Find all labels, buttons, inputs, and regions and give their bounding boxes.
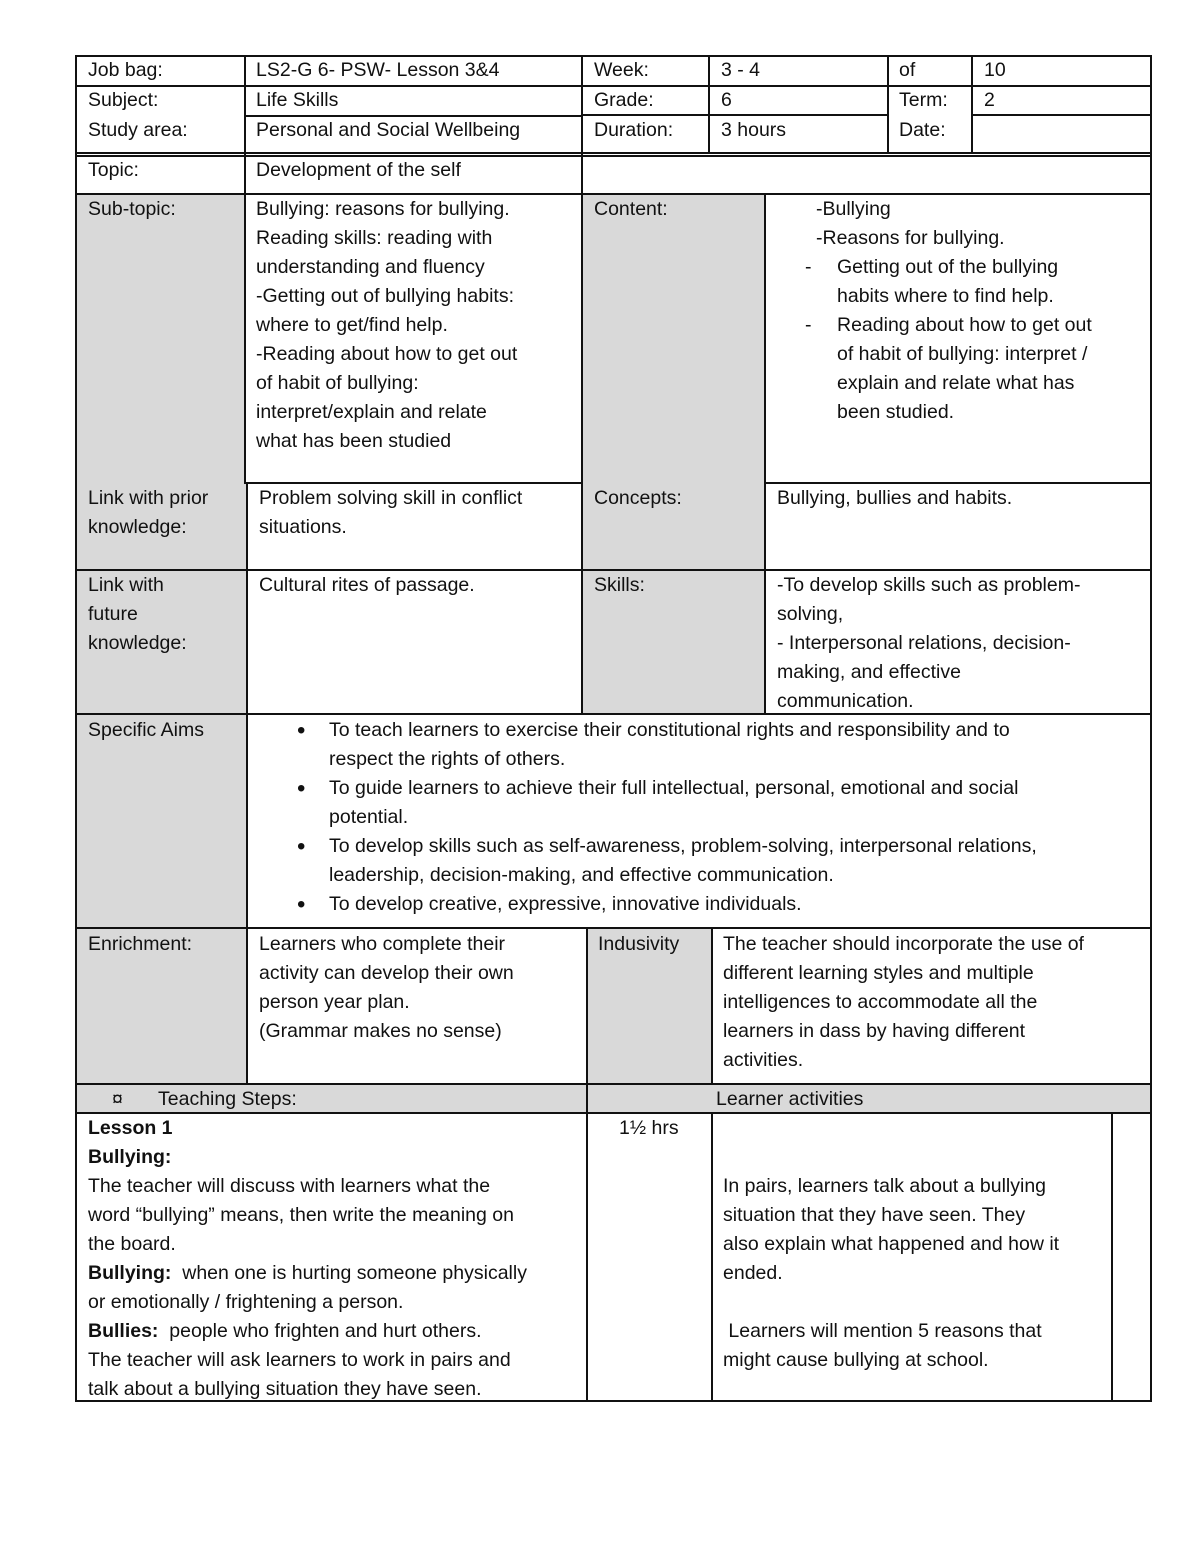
activity-line: might cause bullying at school. <box>723 1349 989 1371</box>
lesson-text <box>77 1114 527 1404</box>
enrichment-line: Learners who complete their <box>259 933 506 955</box>
inclusivity-label: Indusivity <box>598 933 680 955</box>
topic-value: Development of the self <box>256 159 461 181</box>
content-dash-line: - Getting out of the bullying <box>837 256 1059 278</box>
of-value: 10 <box>984 59 1006 81</box>
skills-line: - Interpersonal relations, decision- <box>777 632 1071 654</box>
study-area-value: Personal and Social Wellbeing <box>256 119 521 141</box>
term-value: 2 <box>984 89 995 111</box>
term-label: Term: <box>899 89 948 111</box>
enrichment-line: activity can develop their own <box>259 962 514 984</box>
prior-line: Problem solving skill in conflict <box>259 487 523 509</box>
week-value: 3 - 4 <box>721 59 761 81</box>
lesson-line: talk about a bullying situation they have seen. <box>88 1378 482 1400</box>
skills-line: communication. <box>777 690 914 712</box>
activity-spacer <box>723 1288 1059 1317</box>
skills-label: Skills: <box>594 574 645 596</box>
steps-symbol-icon: ¤ <box>112 1088 123 1110</box>
content-dash-line: - Reading about how to get out <box>837 314 1092 336</box>
inclusivity-line: The teacher should incorporate the use of <box>723 933 1084 955</box>
inclusivity-text <box>712 930 1084 1075</box>
content-dash-item <box>805 253 1092 311</box>
definition-term: Bullies: <box>88 1320 159 1342</box>
aims-line: potential. <box>329 806 409 828</box>
subtopic-line: of habit of bullying: <box>256 372 419 394</box>
activity-line: situation that they have seen. They <box>723 1204 1026 1226</box>
activity-line: ended. <box>723 1262 783 1284</box>
table-rule <box>75 1083 1152 1085</box>
duration-value: 3 hours <box>721 119 787 141</box>
lesson-line: The teacher will discuss with learners what the <box>88 1175 491 1197</box>
aims-line: • To develop skills such as self-awareness, problem-solving, interpersonal relations, <box>329 835 1037 857</box>
content-dash-line: of habit of bullying: interpret / <box>837 343 1088 365</box>
content-dash-line: habits where to find help. <box>837 285 1054 307</box>
learner-activities-label: Learner activities <box>716 1088 864 1110</box>
content-dash-line: explain and relate what has <box>837 372 1075 394</box>
table-rule <box>1111 1112 1113 1402</box>
table-rule <box>765 482 1152 484</box>
aims-line: • To guide learners to achieve their full intellectual, personal, emotional and social <box>329 777 1019 799</box>
inclusivity-line: activities. <box>723 1049 804 1071</box>
lesson-line: or emotionally / frightening a person. <box>88 1291 404 1313</box>
skills-line: making, and effective <box>777 661 961 683</box>
table-rule <box>75 55 77 1402</box>
enrichment-text <box>248 930 514 1046</box>
enrichment-line: person year plan. <box>259 991 410 1013</box>
grade-label: Grade: <box>594 89 654 111</box>
table-rule <box>75 569 1152 571</box>
content-line: -Reasons for bullying. <box>816 227 1005 249</box>
job-bag-value: LS2-G 6- PSW- Lesson 3&4 <box>256 59 500 81</box>
enrichment-label: Enrichment: <box>88 933 193 955</box>
lesson-line: word “bullying” means, then write the meaning on <box>88 1204 514 1226</box>
prior-line: situations. <box>259 516 347 538</box>
lesson-title: Lesson 1 <box>88 1117 173 1139</box>
content-dash-list <box>805 253 1092 427</box>
table-rule <box>75 1112 1152 1114</box>
table-rule <box>581 55 583 715</box>
subtopic-text <box>245 195 517 456</box>
subtopic-line: what has been studied <box>256 430 452 452</box>
lesson-definition-bullying <box>88 1259 527 1288</box>
activity-line: also explain what happened and how it <box>723 1233 1060 1255</box>
table-rule <box>708 55 710 154</box>
inclusivity-line: intelligences to accommodate all the <box>723 991 1038 1013</box>
table-rule <box>246 927 248 1085</box>
prior-label-line: Link with prior <box>88 487 209 509</box>
table-rule <box>245 482 583 484</box>
subject-value: Life Skills <box>256 89 339 111</box>
table-rule <box>887 55 889 154</box>
aims-line: • To develop creative, expressive, innovative individuals. <box>329 893 802 915</box>
subtopic-label: Sub-topic: <box>88 198 176 220</box>
subtopic-line: interpret/explain and relate <box>256 401 487 423</box>
lesson-time: 1½ hrs <box>619 1117 679 1139</box>
lesson-heading: Bullying: <box>88 1146 172 1168</box>
definition-term: Bullying: <box>88 1262 172 1284</box>
table-rule <box>75 55 1152 57</box>
table-rule <box>764 193 766 715</box>
skills-line: solving, <box>777 603 844 625</box>
enrichment-line: (Grammar makes no sense) <box>259 1020 502 1042</box>
table-rule <box>971 55 973 154</box>
inclusivity-line: different learning styles and multiple <box>723 962 1034 984</box>
study-area-label: Study area: <box>88 119 188 141</box>
subtopic-line: -Reading about how to get out <box>256 343 518 365</box>
future-label-line: knowledge: <box>88 632 187 654</box>
future-label <box>77 571 187 658</box>
prior-label-line: knowledge: <box>88 516 187 538</box>
subtopic-line: understanding and fluency <box>256 256 485 278</box>
topic-label: Topic: <box>88 159 139 181</box>
table-rule <box>973 114 1152 116</box>
content-text <box>805 195 1005 253</box>
job-bag-label: Job bag: <box>88 59 163 81</box>
subtopic-line: Reading skills: reading with <box>256 227 493 249</box>
table-rule <box>583 114 889 116</box>
table-rule <box>586 927 588 1402</box>
table-rule <box>711 927 713 1085</box>
lesson-line: the board. <box>88 1233 176 1255</box>
duration-label: Duration: <box>594 119 674 141</box>
activity-line: In pairs, learners talk about a bullying <box>723 1175 1047 1197</box>
table-rule <box>75 193 1152 195</box>
skills-line: -To develop skills such as problem- <box>777 574 1081 596</box>
week-label: Week: <box>594 59 649 81</box>
concepts-label: Concepts: <box>594 487 682 509</box>
subtopic-line: Bullying: reasons for bullying. <box>256 198 510 220</box>
content-dash-line: been studied. <box>837 401 955 423</box>
date-label: Date: <box>899 119 946 141</box>
content-dash-item <box>805 311 1092 427</box>
definition-text: people who frighten and hurt others. <box>158 1320 482 1342</box>
table-rule <box>244 55 246 484</box>
future-value: Cultural rites of passage. <box>259 574 475 596</box>
aims-line: • To teach learners to exercise their constitutional rights and responsibility and to <box>329 719 1010 741</box>
future-label-line: Link with <box>88 574 164 596</box>
prior-text <box>248 484 522 542</box>
aims-list <box>285 716 1037 919</box>
definition-text: when one is hurting someone physically <box>171 1262 527 1284</box>
inclusivity-line: learners in dass by having different <box>723 1020 1026 1042</box>
table-rule <box>75 85 1152 87</box>
aims-line: respect the rights of others. <box>329 748 566 770</box>
table-rule <box>1150 55 1152 1402</box>
prior-label <box>77 484 208 542</box>
aims-item <box>297 716 1037 774</box>
content-label: Content: <box>594 198 668 220</box>
activity-line: Learners will mention 5 reasons that <box>723 1320 1042 1342</box>
content-label-bg <box>583 195 765 713</box>
table-rule <box>75 713 1152 715</box>
aims-label-bg <box>77 715 246 927</box>
subject-label: Subject: <box>88 89 159 111</box>
subtopic-line: -Getting out of bullying habits: <box>256 285 514 307</box>
grade-value: 6 <box>721 89 732 111</box>
table-rule <box>75 152 1152 154</box>
table-rule <box>711 1112 713 1402</box>
skills-text <box>766 571 1080 716</box>
aims-item <box>297 890 1037 919</box>
lesson-line: The teacher will ask learners to work in pairs and <box>88 1349 511 1371</box>
concepts-value: Bullying, bullies and habits. <box>777 487 1013 509</box>
future-label-line: future <box>88 603 138 625</box>
teaching-steps-label: Teaching Steps: <box>158 1088 297 1110</box>
aims-item <box>297 774 1037 832</box>
lesson-definition-bullies <box>88 1317 527 1346</box>
of-label: of <box>899 59 916 81</box>
table-rule <box>75 927 1152 929</box>
table-rule <box>246 482 248 929</box>
aims-label: Specific Aims <box>88 719 204 741</box>
aims-item <box>297 832 1037 890</box>
table-rule <box>75 155 1152 157</box>
aims-line: leadership, decision-making, and effective communication. <box>329 864 834 886</box>
table-rule <box>245 115 583 117</box>
learner-activity-text <box>712 1172 1059 1375</box>
content-line: -Bullying <box>816 198 891 220</box>
table-rule <box>75 1400 1152 1402</box>
subtopic-line: where to get/find help. <box>256 314 448 336</box>
